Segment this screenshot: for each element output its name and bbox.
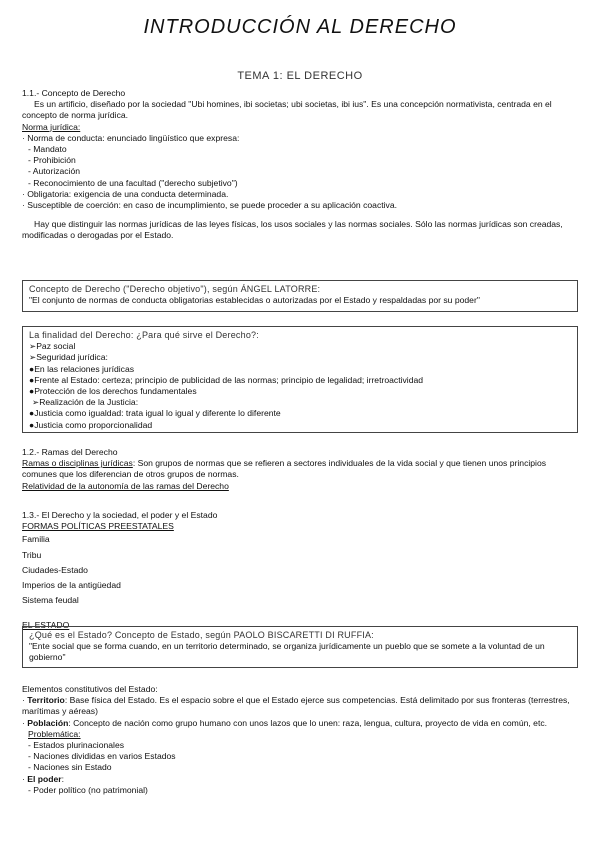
section-heading: 1.3.- El Derecho y la sociedad, el poder y el Estado [22,510,218,520]
poblacion-paragraph: · Población: Concepto de nación como grupo humano con unos lazos que lo unen: raza, lengua, cultura, proyecto de vida en común, etc. [22,717,548,728]
list-item: - Naciones divididas en varios Estados [28,751,176,762]
latorre-definition-box [22,280,578,312]
list-item: ➢Seguridad jurídica: [29,352,108,363]
list-item: · Obligatoria: exigencia de una conducta determinada. [22,188,229,199]
box-heading: La finalidad del Derecho: ¿Para qué sirve el Derecho?: [29,330,259,340]
elementos-section [22,684,582,796]
document-subtitle: TEMA 1: EL DERECHO [237,70,363,82]
poder-paragraph: · El poder: [22,773,65,784]
section-1-3 [22,510,582,632]
box-quote: "Ente social que se forma cuando, en un territorio determinado, se organiza jurídicamente un pueblo que se somete a la voluntad de un gobierno" [29,641,545,663]
section-heading: 1.1.- Concepto de Derecho [22,88,126,98]
ramas-text: : Son grupos de normas que se refieren a sectores individuales de la vida social y que tienen unos principios comunes que los diferencian de otros grupos de normas. [22,458,547,480]
biscaretti-definition-box [22,626,578,668]
problematica-heading: Problemática: [28,728,81,739]
list-item: - Mandato [28,144,67,155]
territorio-text: : Base física del Estado. Es el espacio sobre el que el Estado ejerce sus competencias. Está delimitado por sus fronteras (terrestres, marítimas y aéreas) [22,695,570,717]
list-item: ●Justicia como proporcionalidad [29,419,153,430]
list-item: - Estados plurinacionales [28,740,125,751]
list-item: - Poder político (no patrimonial) [28,784,148,795]
paragraph [22,458,582,480]
list-item: - Autorización [28,166,81,177]
poblacion-label: Población [27,717,69,728]
paragraph: Hay que distinguir las normas jurídicas de las leyes físicas, los usos sociales y las normas sociales. Sólo las normas jurídicas son creadas, modificadas o derogadas por el Estado. [22,219,563,241]
list-item: ●Justicia como igualdad: trata igual lo igual y diferente lo diferente [29,408,281,419]
section-1-2 [22,447,582,492]
poder-label: El poder [27,773,62,784]
list-item: · Norma de conducta: enunciado lingüístico que expresa: [22,132,240,143]
list-item: ●En las relaciones jurídicas [29,363,135,374]
estado-heading: EL ESTADO [22,620,70,631]
box-heading: ¿Qué es el Estado? Concepto de Estado, según PAOLO BISCARETTI DI RUFFIA: [29,630,374,640]
box-heading: Concepto de Derecho ("Derecho objetivo"), según ÁNGEL LATORRE: [29,284,321,294]
list-item: Tribu [22,549,42,560]
list-item: ➢Paz social [29,341,76,352]
finalidad-box [22,326,578,433]
list-item: ●Protección de los derechos fundamentales [29,386,197,397]
list-item: · Susceptible de coerción: en caso de incumplimiento, se puede proceder a su aplicación coactiva. [22,200,397,211]
territorio-paragraph: · Territorio: Base física del Estado. Es el espacio sobre el que el Estado ejerce sus competencias. Está delimitado por sus fronteras (terrestres, marítimas y aéreas) [22,695,570,717]
list-item: Imperios de la antigüedad [22,580,121,591]
section-heading: Elementos constitutivos del Estado: [22,684,158,694]
section-heading: 1.2.- Ramas del Derecho [22,447,118,457]
list-item: ➢Realización de la Justicia: [32,397,139,408]
list-item: - Naciones sin Estado [28,762,112,773]
relatividad-line: Relatividad de la autonomía de las ramas del Derecho [22,480,229,491]
box-quote: "El conjunto de normas de conducta obligatorias establecidas o autorizadas por el Estado y respaldadas por su poder" [29,295,480,306]
paragraph: Es un artificio, diseñado por la sociedad "Ubi homines, ibi societas; ubi societas, ibi ius". Es una concepción normativista, centrada en el concepto de norma jurídica. [22,99,552,121]
document-title: INTRODUCCIÓN AL DERECHO [143,16,457,38]
territorio-label: Territorio [27,695,65,706]
formas-heading: FORMAS POLÍTICAS PREESTATALES [22,521,174,532]
norma-juridica-heading: Norma jurídica: [22,121,81,132]
list-item: ●Frente al Estado: certeza; principio de publicidad de las normas; principio de legalidad; irretroactividad [29,374,424,385]
poblacion-text: : Concepto de nación como grupo humano con unos lazos que lo unen: raza, lengua, cultura, proyecto de vida en común, etc. [68,717,548,728]
list-item: Familia [22,534,50,545]
list-item: - Reconocimiento de una facultad ("derecho subjetivo") [28,177,238,188]
section-1-1 [22,88,582,242]
list-item: - Prohibición [28,155,76,166]
list-item: Sistema feudal [22,595,79,606]
list-item: Ciudades-Estado [22,564,88,575]
ramas-label: Ramas o disciplinas jurídicas [22,458,133,469]
